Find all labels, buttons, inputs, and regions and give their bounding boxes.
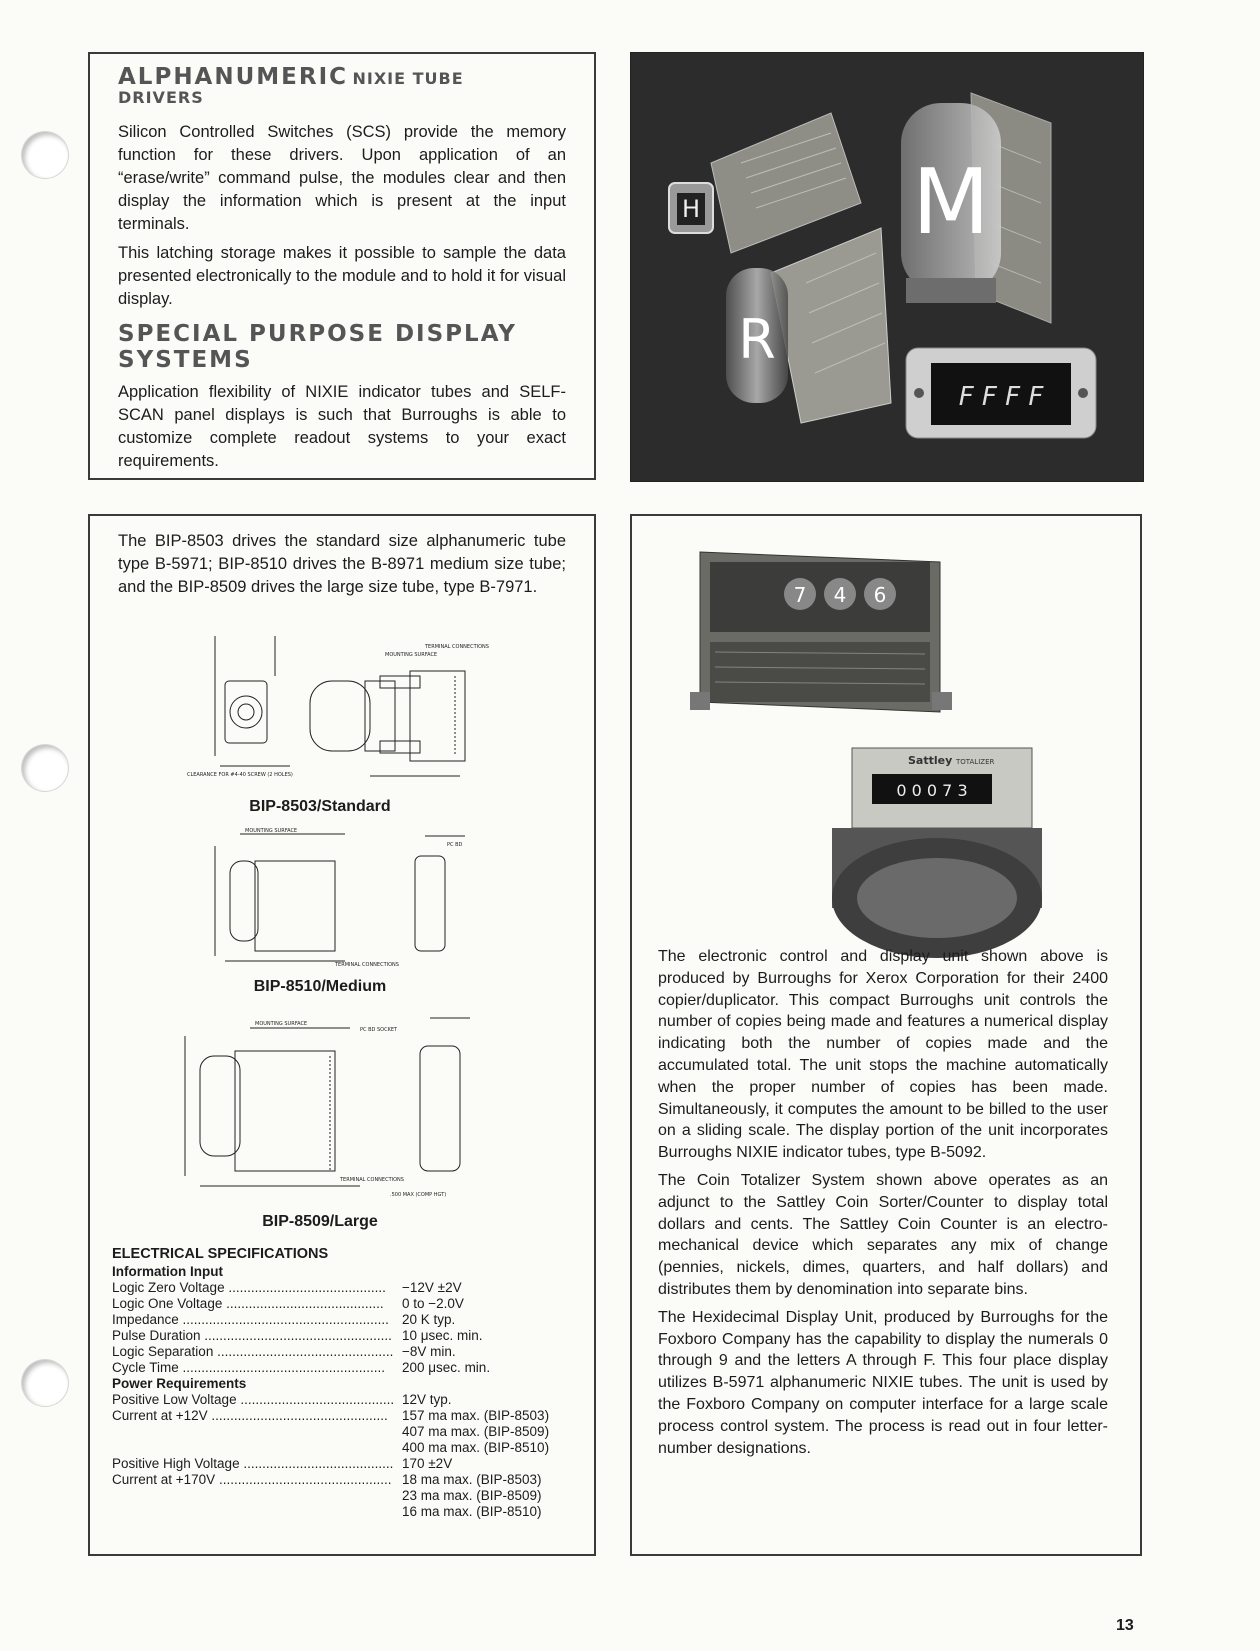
paragraph-application: Application flexibility of NIXIE indicator tubes and SELF-SCAN panel displays is such that Burroughs is able to customize complete readout systems to your exact requirements. [118,383,566,470]
spec-value: −8V min. [402,1344,456,1359]
spec-label: Logic Zero Voltage .......................................... [112,1280,386,1295]
spec-label [112,1440,402,1456]
d1-label-clearance: CLEARANCE FOR #4-40 SCREW (2 HOLES) [187,772,293,778]
spec-row [112,1392,582,1408]
binder-hole-bottom [22,1360,68,1406]
paragraph-xerox: The electronic control and display unit shown above is produced by Burroughs for Xerox Corporation for their 2400 copier/duplicator. This compact Burroughs unit controls the number of copies being made and features a numerical display indicating both the number of copies made and the accumulated total. The unit stops the machine automatically when the proper number of copies has been made. Simultaneously, it computes the amount to be billed to the user on a sliding scale. The display portion of the unit incorporates Burroughs NIXIE indicator tubes, type B-5092. [658,948,1108,1162]
spec-row [112,1408,582,1424]
spec-value: 407 ma max. (BIP-8509) [402,1424,550,1439]
heading-special-purpose: SPECIAL PURPOSE DISPLAY [118,321,517,347]
spec-value: 170 ±2V [402,1456,453,1471]
xerox-unit-photo [690,542,952,722]
drawing-bip-8503 [185,626,489,806]
tube-letter-r: R [738,308,776,371]
spec-label: Positive High Voltage ........................................ [112,1456,394,1471]
d3-label-mounting: MOUNTING SURFACE [255,1021,308,1027]
spec-value: 20 K typ. [402,1312,456,1327]
spec-label: Information Input [112,1264,223,1279]
d1-label-terminal: TERMINAL CONNECTIONS [425,644,489,650]
drivers-box [88,514,596,1556]
spec-label: Positive Low Voltage ......................................... [112,1392,395,1407]
d1-label-mounting: MOUNTING SURFACE [385,652,438,658]
totalizer-label: TOTALIZER [956,758,995,766]
spec-row [112,1376,582,1392]
caption-bip-8510: BIP-8510/Medium [253,978,387,995]
totalizer-photo [832,748,1042,908]
spec-label: Logic Separation ............................................... [112,1344,394,1359]
nixie-tubes-photo [630,52,1144,482]
spec-label: Current at +170V .............................................. [112,1472,392,1487]
spec-row [112,1344,582,1360]
spec-value: 157 ma max. (BIP-8503) [402,1408,550,1423]
spec-value: 0 to −2.0V [402,1296,464,1311]
paragraph-hexidecimal: The Hexidecimal Display Unit, produced by Burroughs for the Foxboro Company has the capability to display the numerals 0 through 9 and the letters A through F. This four place display utilizes B-5971 alphanumeric NIXIE tubes. The unit is used by the Foxboro Company on computer interface for a large scale process control system. The process is read out in four letter-number designations. [658,1308,1108,1457]
paragraph-coin-totalizer: The Coin Totalizer System shown above operates as an adjunct to the Sattley Coin Sorter/Counter to display total dollars and cents. The Sattley Coin Counter is an electro-mechanical device which separates any mix of change (pennies, nickels, dimes, quarters, and half dollars) and distributes them by denomination into separate bins. [658,1171,1108,1298]
spec-row [112,1424,582,1440]
applications-box [630,514,1142,1556]
spec-row [112,1264,582,1280]
totalizer-brand: Sattley [908,754,953,767]
spec-row [112,1472,582,1488]
heading-systems: SYSTEMS [118,347,253,373]
spec-value: 400 ma max. (BIP-8510) [402,1440,550,1455]
caption-bip-8503: BIP-8503/Standard [249,798,391,815]
d3-label-pcbd-socket: PC BD SOCKET [360,1027,398,1033]
nixie-tubes-illustration [631,53,1143,481]
xerox-digit-1: 7 [793,583,807,607]
d3-label-comp-hgt: .500 MAX (COMP HGT) [390,1192,447,1198]
caption-bip-8509: BIP-8509/Large [262,1213,378,1230]
spec-value: 16 ma max. (BIP-8510) [402,1504,542,1519]
tube-letter-m: M [912,150,990,255]
electrical-specifications [112,1246,582,1520]
section-title [118,64,566,90]
spec-row [112,1440,582,1456]
tube-letter-h: H [681,195,701,223]
spec-label: Pulse Duration .................................................. [112,1328,392,1343]
spec-row [112,1456,582,1472]
binder-hole-top [22,132,68,178]
binder-hole-middle [22,745,68,791]
title-alphanumeric: ALPHANUMERIC [118,64,349,90]
spec-label [112,1424,402,1440]
spec-label [112,1488,402,1504]
drivers-intro: The BIP-8503 drives the standard size alphanumeric tube type B-5971; BIP-8510 drives the B-8971 medium size tube; and the BIP-8509 drives the large size tube, type B-7971. [118,532,566,596]
spec-row [112,1296,582,1312]
title-nixie-tube: NIXIE TUBE [352,69,464,88]
paragraph-scs: Silicon Controlled Switches (SCS) provide the memory function for these drivers. Upon application of an “erase/write” command pulse, the modules clear and then display the information which is present at the input terminals. [118,123,566,233]
spec-label: Logic One Voltage .......................................... [112,1296,384,1311]
d3-label-terminal: TERMINAL CONNECTIONS [340,1177,404,1183]
spec-row [112,1280,582,1296]
spec-row [112,1504,582,1520]
drawing-bip-8509 [160,1006,490,1206]
d2-label-terminal: TERMINAL CONNECTIONS [335,962,399,968]
d2-label-pcbd: PC BD [447,842,463,848]
spec-row [112,1360,582,1376]
spec-row [112,1328,582,1344]
xerox-unit-illustration [690,542,952,722]
spec-title: ELECTRICAL SPECIFICATIONS [112,1246,329,1262]
applications-text [658,946,1108,1465]
panel-readout: F F F F [958,382,1044,412]
spec-label: Cycle Time ...................................................... [112,1360,386,1375]
spec-value: 18 ma max. (BIP-8503) [402,1472,542,1487]
xerox-digit-3: 6 [873,583,887,607]
totalizer-illustration [832,748,1042,908]
d2-label-mounting: MOUNTING SURFACE [245,828,298,834]
paragraph-latching: This latching storage makes it possible to sample the data presented electronically to the module and to hold it for visual display. [118,244,566,308]
drawing-bip-8510 [185,826,485,976]
spec-row [112,1312,582,1328]
totalizer-readout: 0 0 0 7 3 [896,781,968,800]
spec-label: Power Requirements [112,1376,247,1391]
page-number: 13 [1116,1617,1134,1634]
spec-value: 12V typ. [402,1392,452,1407]
spec-value: −12V ±2V [402,1280,462,1295]
spec-value: 200 μsec. min. [402,1360,491,1375]
spec-label: Current at +12V ............................................... [112,1408,388,1423]
spec-rows [112,1264,582,1520]
title-drivers: DRIVERS [118,88,204,107]
intro-box [88,52,596,480]
spec-label: Impedance ....................................................... [112,1312,389,1327]
xerox-digit-2: 4 [833,583,847,607]
spec-row [112,1488,582,1504]
spec-label [112,1504,402,1520]
spec-value: 10 μsec. min. [402,1328,483,1343]
spec-value: 23 ma max. (BIP-8509) [402,1488,542,1503]
